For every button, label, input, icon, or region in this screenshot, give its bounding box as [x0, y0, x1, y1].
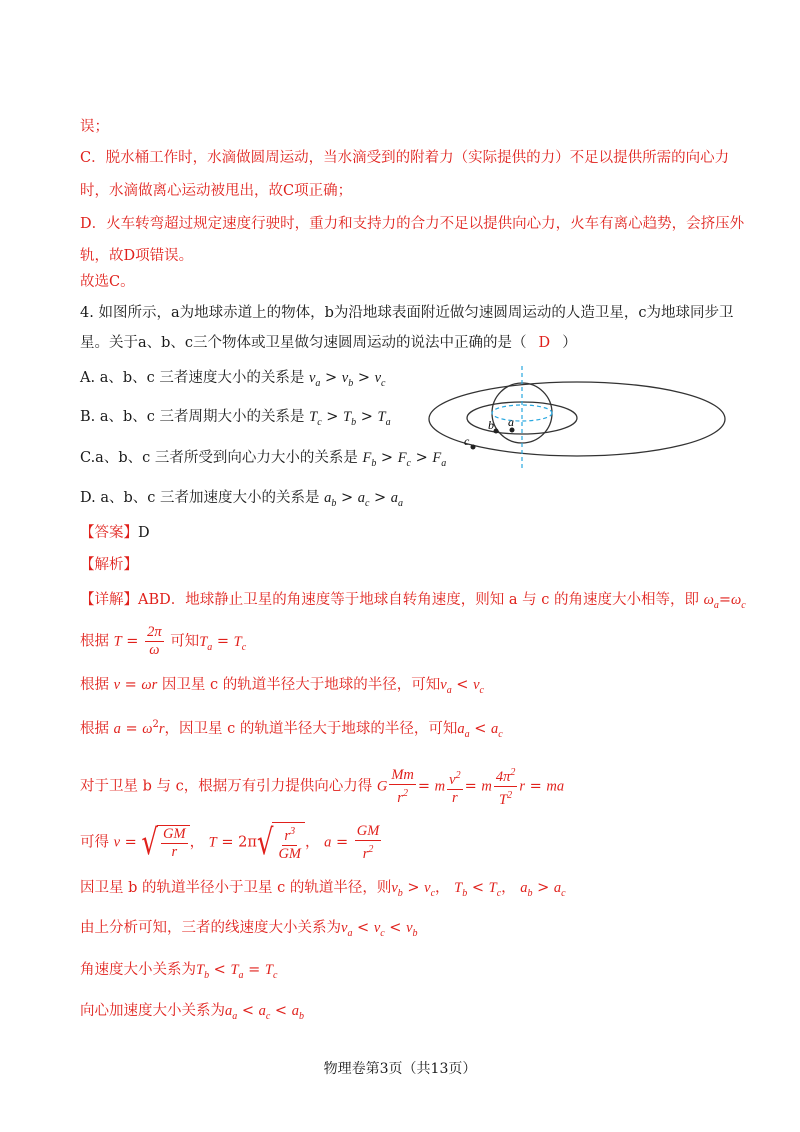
- orbit-diagram: [425, 356, 730, 471]
- detail-line-5: 对于卫星 b 与 c，根据万有引力提供向心力得 G $\frac{Mm}{r^2}$ = m $\frac{v^2}{r}$ = m $\frac{4\pi^2}{T^2}$ r = ma: [80, 764, 564, 809]
- label-b: b: [488, 418, 494, 432]
- analysis-heading: 【解析】: [80, 557, 138, 573]
- option-b: B. a、b、c 三者周期大小的关系是 $T_c > T_b > T_a$: [80, 409, 391, 428]
- text-line: 轨，故D项错误。: [80, 248, 194, 264]
- text-line: 时，水滴做离心运动被甩出，故C项正确；: [80, 183, 353, 199]
- detail-line-2: 根据 T = $\frac{2\pi}{\omega}$ 可知$T_a = T_c$: [80, 624, 247, 658]
- page-footer: 物理卷第3页（共13页）: [323, 1061, 477, 1077]
- detail-line-4: 根据 $a = \omega^2r$，因卫星 c 的轨道半径大于地球的半径，可知$a_a < a_c$: [80, 719, 503, 740]
- detail-line-3: 根据 v = ωr 因卫星 c 的轨道半径大于地球的半径，可知$v_a < v_c$: [80, 677, 484, 696]
- text-line: C．脱水桶工作时，水滴做圆周运动，当水滴受到的附着力（实际提供的力）不足以提供所需的向心力: [80, 150, 730, 166]
- option-c: C.a、b、c 三者所受到向心力大小的关系是 $F_b > F_c > F_a$: [80, 450, 447, 469]
- detail-line-6: 可得 v = √ $\frac{GM}{r}$ ， T = 2π √ $\frac{r^3}{GM}$ ， a = $\frac{GM}{r^2}$: [80, 822, 380, 863]
- text-line: D．火车转弯超过规定速度行驶时，重力和支持力的合力不足以提供向心力，火车有离心趋势，会挤压外: [80, 216, 745, 232]
- answer-line: 【答案】D: [80, 525, 150, 541]
- text-line: 故选C。: [80, 274, 135, 290]
- label-c: c: [464, 434, 470, 448]
- label-a: a: [508, 415, 514, 429]
- point-b: [494, 429, 499, 434]
- option-d: D. a、b、c 三者加速度大小的关系是 $a_b > a_c > a_a$: [80, 490, 404, 509]
- option-a: A. a、b、c 三者速度大小的关系是 $v_a > v_b > v_c$: [80, 370, 386, 389]
- detail-line-7: 因卫星 b 的轨道半径小于卫星 c 的轨道半径，则$v_b > v_c$， $T_b < T_c$， $a_b > a_c$: [80, 880, 566, 899]
- question-4-line1: 4. 如图所示，a为地球赤道上的物体，b为沿地球表面附近做匀速圆周运动的人造卫星，c为地球同步卫: [80, 305, 734, 321]
- detail-line-9: 角速度大小关系为$T_b < T_a = T_c$: [80, 962, 278, 981]
- detail-line-8: 由上分析可知，三者的线速度大小关系为$v_a < v_c < v_b$: [80, 920, 418, 939]
- question-answer: D: [538, 335, 551, 351]
- detail-line-1: 【详解】ABD．地球静止卫星的角速度等于地球自转角速度，则知 a 与 c 的角速度大小相等，即 $\omega_a=\omega_c$: [80, 592, 746, 611]
- detail-line-10: 向心加速度大小关系为$a_a < a_c < a_b$: [80, 1003, 304, 1022]
- point-c: [471, 445, 476, 450]
- text-line: 误；: [80, 119, 109, 135]
- question-4-line2: 星。关于a、b、c三个物体或卫星做匀速圆周运动的说法中正确的是（ D ）: [80, 335, 577, 351]
